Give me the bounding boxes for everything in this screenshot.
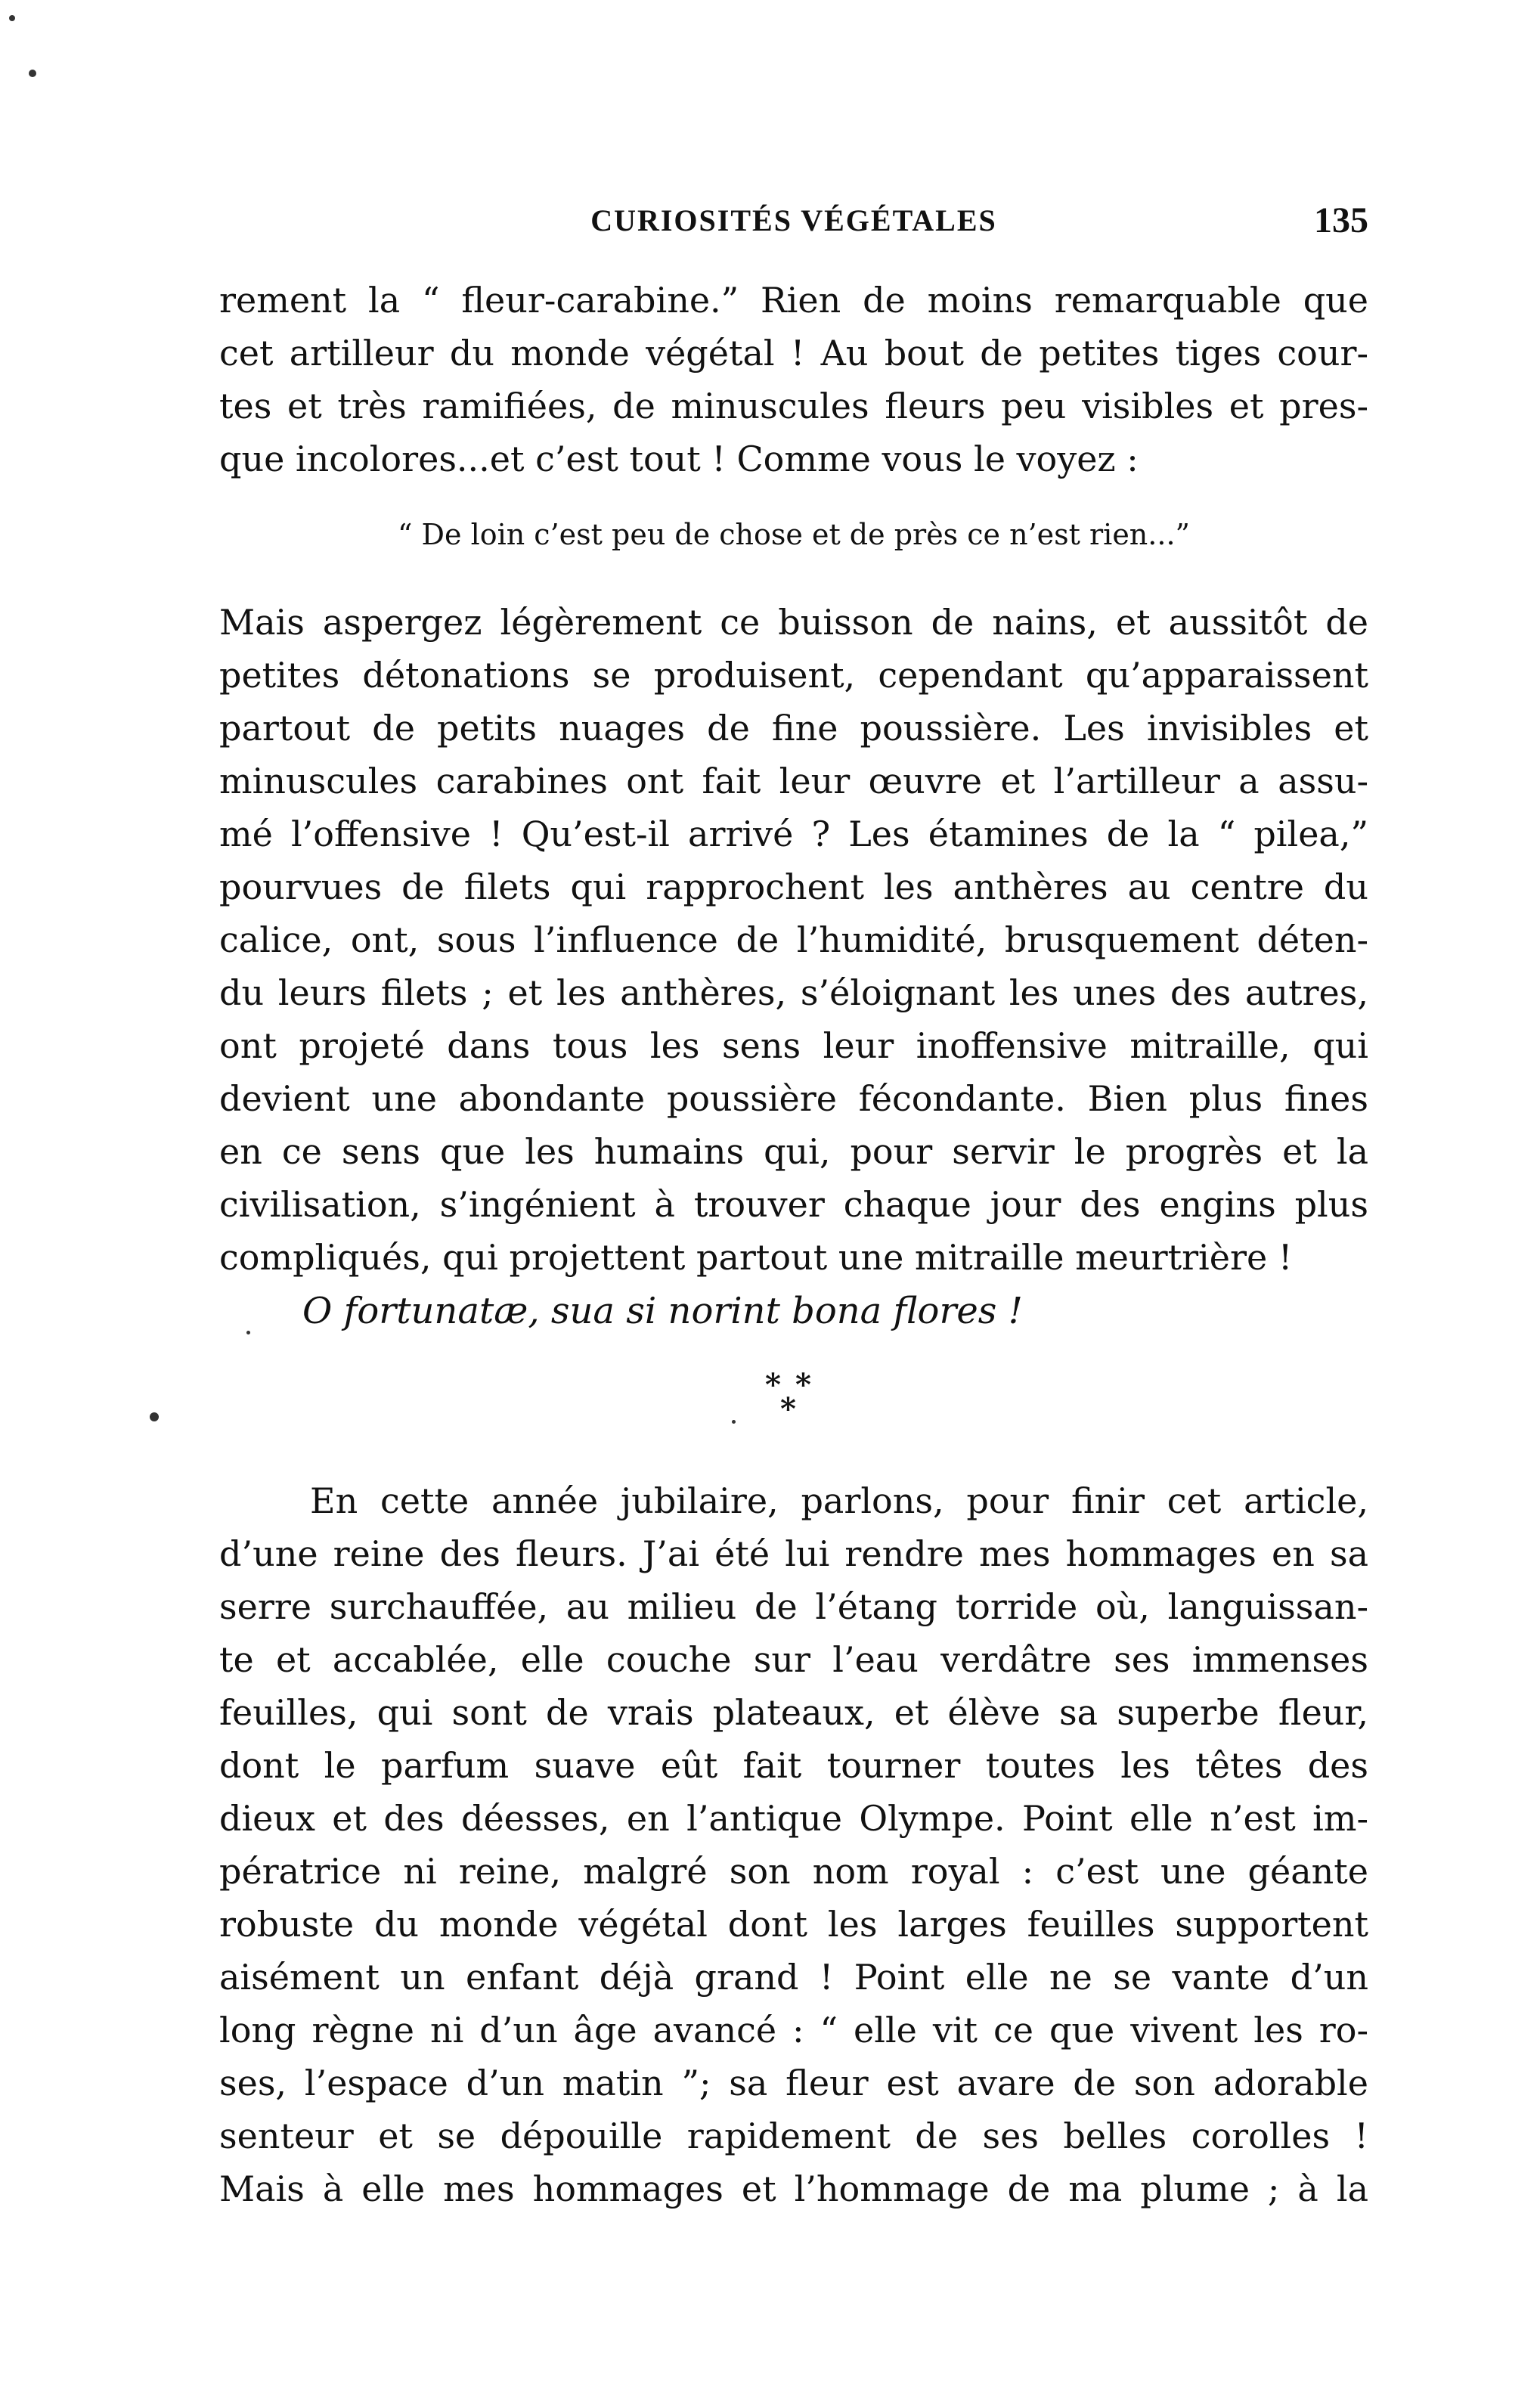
- text-line: dont le parfum suave eût fait tourner toutes les têtes des: [219, 1745, 1368, 1786]
- text-line: devient une abondante poussière fécondante. Bien plus fines: [219, 1078, 1368, 1119]
- text-line: rement la “ fleur-carabine.” Rien de moins remarquable que: [219, 280, 1368, 321]
- text-line: Mais aspergez légèrement ce buisson de nains, et aussitôt de: [219, 602, 1368, 643]
- scan-speck: [29, 70, 36, 77]
- running-head: [219, 198, 1368, 243]
- text-line: d’une reine des fleurs. J’ai été lui rendre mes hommages en sa: [219, 1533, 1368, 1574]
- text-line: partout de petits nuages de fine poussière. Les invisibles et: [219, 708, 1368, 749]
- text-line: aisément un enfant déjà grand ! Point elle ne se vante d’un: [219, 1957, 1368, 1998]
- latin-motto: O fortunatæ, sua si norint bona flores !: [302, 1290, 1023, 1332]
- asterism-separator: [756, 1367, 832, 1443]
- text-line: petites détonations se produisent, cependant qu’apparaissent: [219, 655, 1368, 696]
- text-line: civilisation, s’ingénient à trouver chaque jour des engins plus: [219, 1184, 1368, 1225]
- text-line: En cette année jubilaire, parlons, pour finir cet article,: [310, 1480, 1368, 1521]
- text-line: pératrice ni reine, malgré son nom royal : c’est une géante: [219, 1851, 1368, 1892]
- text-line: serre surchauffée, au milieu de l’étang torride où, languissan-: [219, 1586, 1368, 1627]
- page-number: 135: [1314, 200, 1368, 240]
- paragraph-reine-des-fleurs: [219, 1474, 1368, 2215]
- text-line: en ce sens que les humains qui, pour servir le progrès et la: [219, 1131, 1368, 1172]
- separator-star: *: [780, 1391, 796, 1427]
- running-title: CURIOSITÉS VÉGÉTALES: [590, 203, 997, 237]
- text-line: du leurs filets ; et les anthères, s’éloignant les unes des autres,: [219, 972, 1368, 1013]
- paragraph-fleur-carabine: [219, 274, 1368, 485]
- text-line: ont projeté dans tous les sens leur inoffensive mitraille, qui: [219, 1025, 1368, 1066]
- text-line: feuilles, qui sont de vrais plateaux, et élève sa superbe fleur,: [219, 1692, 1368, 1733]
- text-line: pourvues de filets qui rapprochent les anthères au centre du: [219, 866, 1368, 907]
- verse-quote: “ De loin c’est peu de chose et de près ce n’est rien...”: [398, 518, 1190, 551]
- text-line: long règne ni d’un âge avancé : “ elle vit ce que vivent les ro-: [219, 2010, 1368, 2050]
- separator-star: *: [795, 1367, 811, 1403]
- text-line: que incolores...et c’est tout ! Comme vous le voyez :: [219, 439, 1139, 479]
- text-line: minuscules carabines ont fait leur œuvre et l’artilleur a assu-: [219, 761, 1368, 801]
- text-line: compliqués, qui projettent partout une mitraille meurtrière !: [219, 1237, 1293, 1278]
- scan-speck: [246, 1331, 250, 1334]
- scan-speck: [150, 1412, 159, 1421]
- text-line: robuste du monde végétal dont les larges feuilles supportent: [219, 1904, 1368, 1945]
- paragraph-detonations: [219, 596, 1368, 1284]
- text-line: Mais à elle mes hommages et l’hommage de ma plume ; à la: [219, 2168, 1368, 2209]
- scan-speck: [9, 15, 15, 21]
- text-line: senteur et se dépouille rapidement de ses belles corolles !: [219, 2116, 1368, 2156]
- text-line: tes et très ramifiées, de minuscules fleurs peu visibles et pres-: [219, 386, 1368, 426]
- text-line: te et accablée, elle couche sur l’eau verdâtre ses immenses: [219, 1639, 1368, 1680]
- text-line: dieux et des déesses, en l’antique Olympe. Point elle n’est im-: [219, 1798, 1368, 1839]
- text-line: mé l’offensive ! Qu’est-il arrivé ? Les étamines de la “ pilea,”: [219, 814, 1368, 854]
- scan-speck: [732, 1420, 736, 1424]
- text-line: ses, l’espace d’un matin ”; sa fleur est avare de son adorable: [219, 2063, 1368, 2103]
- text-line: calice, ont, sous l’influence de l’humidité, brusquement déten-: [219, 919, 1368, 960]
- text-line: cet artilleur du monde végétal ! Au bout de petites tiges cour-: [219, 333, 1368, 374]
- separator-star: *: [765, 1367, 781, 1403]
